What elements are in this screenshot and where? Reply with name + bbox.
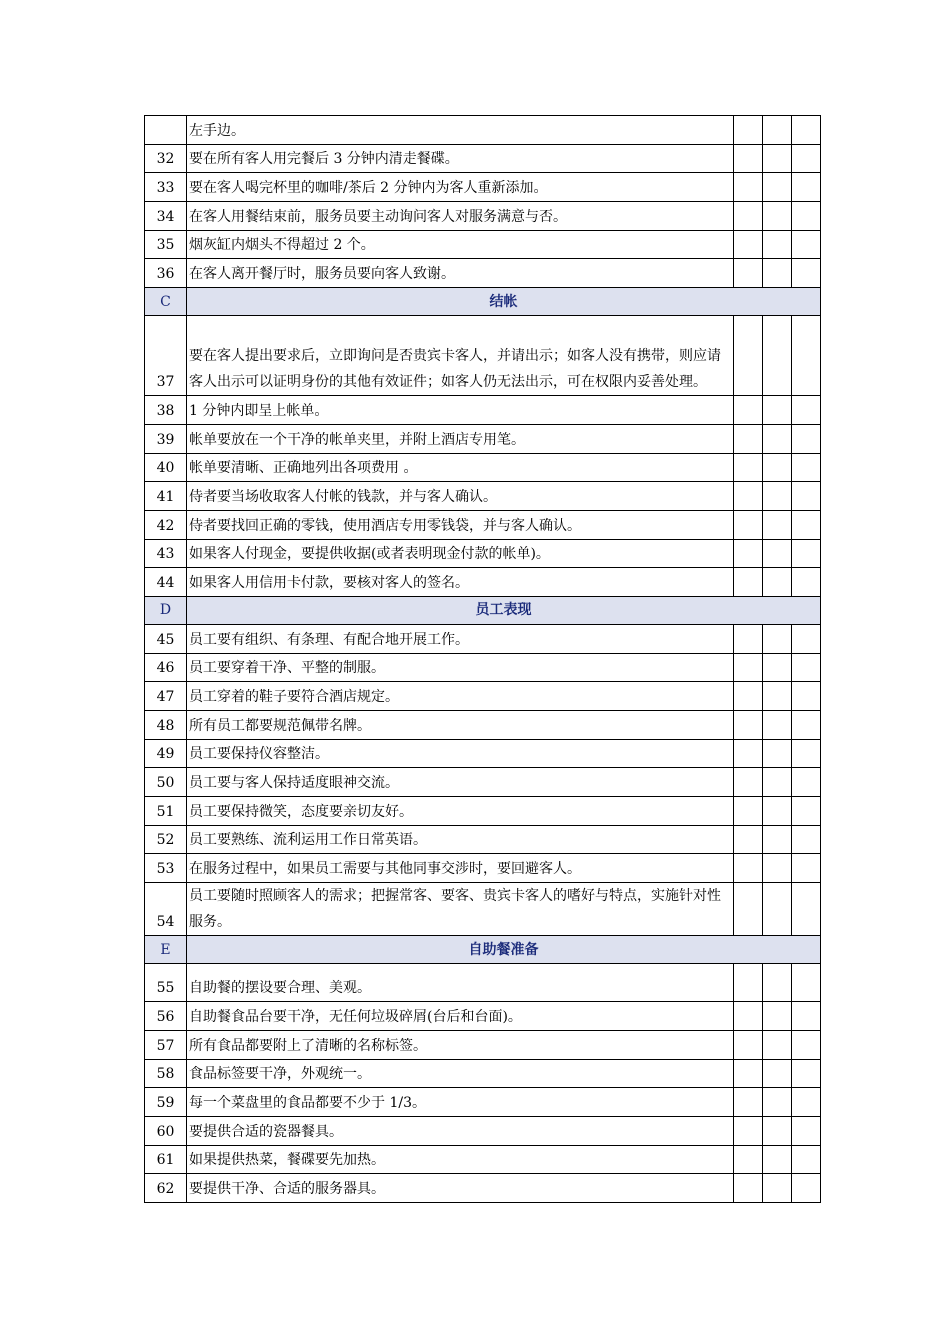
check-cell[interactable] (734, 624, 763, 653)
item-description: 所有员工都要规范佩带名牌。 (187, 711, 734, 740)
check-cell[interactable] (792, 883, 821, 936)
check-cell[interactable] (763, 1145, 792, 1174)
checklist-row (145, 1002, 821, 1031)
check-cell[interactable] (763, 1116, 792, 1145)
item-description: 帐单要放在一个干净的帐单夹里，并附上酒店专用笔。 (187, 424, 734, 453)
check-cell[interactable] (734, 825, 763, 854)
item-number: 51 (145, 797, 187, 826)
item-number: 55 (145, 964, 187, 1002)
check-cell[interactable] (734, 1002, 763, 1031)
checklist-row (145, 230, 821, 259)
check-cell[interactable] (792, 1002, 821, 1031)
check-cell[interactable] (792, 739, 821, 768)
check-cell[interactable] (763, 964, 792, 1002)
checklist-row (145, 259, 821, 288)
check-cell[interactable] (763, 1030, 792, 1059)
check-cell[interactable] (763, 1059, 792, 1088)
item-number: 32 (145, 144, 187, 173)
section-title: 结帐 (187, 288, 821, 316)
check-cell[interactable] (734, 539, 763, 568)
check-cell[interactable] (763, 797, 792, 826)
item-description: 要在所有客人用完餐后 3 分钟内清走餐碟。 (187, 144, 734, 173)
check-cell[interactable] (792, 854, 821, 883)
check-cell[interactable] (763, 230, 792, 259)
item-description: 食品标签要干净，外观统一。 (187, 1059, 734, 1088)
checklist-row (145, 624, 821, 653)
section-letter: E (145, 936, 187, 964)
item-number: 33 (145, 173, 187, 202)
check-cell[interactable] (734, 1174, 763, 1203)
check-cell[interactable] (734, 482, 763, 511)
check-cell[interactable] (792, 144, 821, 173)
item-number: 48 (145, 711, 187, 740)
service-checklist-table (144, 115, 821, 1203)
check-cell[interactable] (763, 482, 792, 511)
item-number (145, 116, 187, 145)
section-header (145, 936, 821, 964)
item-number: 43 (145, 539, 187, 568)
item-number: 49 (145, 739, 187, 768)
item-description: 如果客人用信用卡付款，要核对客人的签名。 (187, 568, 734, 597)
item-description: 如果客人付现金，要提供收据(或者表明现金付款的帐单)。 (187, 539, 734, 568)
check-cell[interactable] (792, 768, 821, 797)
item-description: 左手边。 (187, 116, 734, 145)
checklist-row (145, 316, 821, 396)
item-description: 员工要熟练、流利运用工作日常英语。 (187, 825, 734, 854)
checklist-row (145, 739, 821, 768)
check-cell[interactable] (763, 453, 792, 482)
check-cell[interactable] (763, 854, 792, 883)
item-description: 在客人离开餐厅时，服务员要向客人致谢。 (187, 259, 734, 288)
item-number: 53 (145, 854, 187, 883)
checklist-row (145, 396, 821, 425)
check-cell[interactable] (792, 116, 821, 145)
check-cell[interactable] (763, 202, 792, 231)
item-number: 50 (145, 768, 187, 797)
check-cell[interactable] (734, 768, 763, 797)
check-cell[interactable] (763, 1088, 792, 1117)
item-number: 46 (145, 653, 187, 682)
check-cell[interactable] (792, 568, 821, 597)
checklist-row (145, 825, 821, 854)
check-cell[interactable] (792, 1145, 821, 1174)
item-description: 要提供干净、合适的服务器具。 (187, 1174, 734, 1203)
check-cell[interactable] (792, 1059, 821, 1088)
check-cell[interactable] (734, 396, 763, 425)
section-header (145, 288, 821, 316)
check-cell[interactable] (734, 568, 763, 597)
check-cell[interactable] (763, 116, 792, 145)
item-description: 在服务过程中，如果员工需要与其他同事交涉时，要回避客人。 (187, 854, 734, 883)
check-cell[interactable] (734, 453, 763, 482)
checklist-row (145, 797, 821, 826)
item-number: 62 (145, 1174, 187, 1203)
check-cell[interactable] (763, 624, 792, 653)
checklist-row (145, 711, 821, 740)
check-cell[interactable] (763, 539, 792, 568)
item-number: 38 (145, 396, 187, 425)
item-description: 侍者要找回正确的零钱，使用酒店专用零钱袋，并与客人确认。 (187, 510, 734, 539)
item-description: 员工要保持仪容整洁。 (187, 739, 734, 768)
check-cell[interactable] (763, 711, 792, 740)
check-cell[interactable] (792, 1174, 821, 1203)
checklist-row (145, 424, 821, 453)
check-cell[interactable] (792, 797, 821, 826)
check-cell[interactable] (734, 739, 763, 768)
checklist-row (145, 964, 821, 1002)
item-description: 员工要与客人保持适度眼神交流。 (187, 768, 734, 797)
checklist-row (145, 1174, 821, 1203)
checklist-row (145, 1030, 821, 1059)
item-description: 侍者要当场收取客人付帐的钱款，并与客人确认。 (187, 482, 734, 511)
check-cell[interactable] (763, 1174, 792, 1203)
check-cell[interactable] (792, 396, 821, 425)
checklist-row (145, 883, 821, 936)
item-number: 34 (145, 202, 187, 231)
item-description: 要在客人提出要求后，立即询问是否贵宾卡客人，并请出示；如客人没有携带，则应请客人出示可以证明身份的其他有效证件；如客人仍无法出示，可在权限内妥善处理。 (187, 316, 734, 396)
check-cell[interactable] (734, 173, 763, 202)
checklist-row (145, 173, 821, 202)
check-cell[interactable] (763, 1002, 792, 1031)
checklist-row (145, 116, 821, 145)
item-description: 员工穿着的鞋子要符合酒店规定。 (187, 682, 734, 711)
checklist-row (145, 144, 821, 173)
check-cell[interactable] (734, 1030, 763, 1059)
check-cell[interactable] (792, 259, 821, 288)
item-description: 在客人用餐结束前，服务员要主动询问客人对服务满意与否。 (187, 202, 734, 231)
check-cell[interactable] (792, 1116, 821, 1145)
item-number: 47 (145, 682, 187, 711)
item-number: 57 (145, 1030, 187, 1059)
check-cell[interactable] (734, 1145, 763, 1174)
checklist-row (145, 854, 821, 883)
check-cell[interactable] (763, 682, 792, 711)
section-title: 员工表现 (187, 596, 821, 624)
item-number: 36 (145, 259, 187, 288)
check-cell[interactable] (763, 396, 792, 425)
item-description: 要在客人喝完杯里的咖啡/茶后 2 分钟内为客人重新添加。 (187, 173, 734, 202)
check-cell[interactable] (763, 424, 792, 453)
check-cell[interactable] (792, 653, 821, 682)
check-cell[interactable] (763, 653, 792, 682)
item-description: 烟灰缸内烟头不得超过 2 个。 (187, 230, 734, 259)
check-cell[interactable] (763, 739, 792, 768)
check-cell[interactable] (792, 624, 821, 653)
check-cell[interactable] (734, 144, 763, 173)
check-cell[interactable] (763, 316, 792, 396)
check-cell[interactable] (792, 1030, 821, 1059)
check-cell[interactable] (734, 682, 763, 711)
check-cell[interactable] (763, 144, 792, 173)
checklist-row (145, 1145, 821, 1174)
item-number: 58 (145, 1059, 187, 1088)
item-number: 61 (145, 1145, 187, 1174)
check-cell[interactable] (792, 711, 821, 740)
section-letter: D (145, 596, 187, 624)
checklist-row (145, 1059, 821, 1088)
check-cell[interactable] (763, 259, 792, 288)
item-description: 自助餐的摆设要合理、美观。 (187, 964, 734, 1002)
checklist-row (145, 453, 821, 482)
check-cell[interactable] (763, 173, 792, 202)
item-number: 60 (145, 1116, 187, 1145)
check-cell[interactable] (734, 202, 763, 231)
check-cell[interactable] (734, 653, 763, 682)
check-cell[interactable] (792, 539, 821, 568)
item-number: 52 (145, 825, 187, 854)
item-number: 40 (145, 453, 187, 482)
item-description: 自助餐食品台要干净，无任何垃圾碎屑(台后和台面)。 (187, 1002, 734, 1031)
check-cell[interactable] (763, 883, 792, 936)
item-description: 每一个菜盘里的食品都要不少于 1/3。 (187, 1088, 734, 1117)
checklist-row (145, 510, 821, 539)
check-cell[interactable] (734, 883, 763, 936)
item-number: 45 (145, 624, 187, 653)
item-description: 员工要穿着干净、平整的制服。 (187, 653, 734, 682)
checklist-row (145, 568, 821, 597)
checklist-row (145, 1088, 821, 1117)
checklist-row (145, 768, 821, 797)
item-description: 员工要随时照顾客人的需求；把握常客、要客、贵宾卡客人的嗜好与特点，实施针对性服务。 (187, 883, 734, 936)
section-title: 自助餐准备 (187, 936, 821, 964)
check-cell[interactable] (763, 568, 792, 597)
check-cell[interactable] (734, 259, 763, 288)
checklist-row (145, 653, 821, 682)
item-number: 54 (145, 883, 187, 936)
check-cell[interactable] (734, 424, 763, 453)
item-description: 员工要保持微笑，态度要亲切友好。 (187, 797, 734, 826)
check-cell[interactable] (792, 510, 821, 539)
item-description: 所有食品都要附上了清晰的名称标签。 (187, 1030, 734, 1059)
check-cell[interactable] (734, 1116, 763, 1145)
item-description: 如果提供热菜，餐碟要先加热。 (187, 1145, 734, 1174)
checklist-row (145, 482, 821, 511)
section-letter: C (145, 288, 187, 316)
check-cell[interactable] (734, 1088, 763, 1117)
check-cell[interactable] (792, 482, 821, 511)
check-cell[interactable] (792, 202, 821, 231)
check-cell[interactable] (792, 316, 821, 396)
checklist-row (145, 1116, 821, 1145)
item-description: 1 分钟内即呈上帐单。 (187, 396, 734, 425)
item-description: 要提供合适的瓷器餐具。 (187, 1116, 734, 1145)
check-cell[interactable] (763, 768, 792, 797)
item-number: 39 (145, 424, 187, 453)
item-number: 42 (145, 510, 187, 539)
check-cell[interactable] (734, 230, 763, 259)
item-number: 44 (145, 568, 187, 597)
check-cell[interactable] (792, 453, 821, 482)
check-cell[interactable] (734, 854, 763, 883)
check-cell[interactable] (792, 424, 821, 453)
check-cell[interactable] (763, 825, 792, 854)
check-cell[interactable] (734, 797, 763, 826)
check-cell[interactable] (763, 510, 792, 539)
item-number: 35 (145, 230, 187, 259)
item-number: 59 (145, 1088, 187, 1117)
check-cell[interactable] (792, 173, 821, 202)
check-cell[interactable] (792, 964, 821, 1002)
section-header (145, 596, 821, 624)
checklist-row (145, 539, 821, 568)
item-description: 员工要有组织、有条理、有配合地开展工作。 (187, 624, 734, 653)
check-cell[interactable] (792, 682, 821, 711)
item-description: 帐单要清晰、正确地列出各项费用 。 (187, 453, 734, 482)
check-cell[interactable] (734, 510, 763, 539)
check-cell[interactable] (734, 964, 763, 1002)
checklist-body (145, 116, 821, 1203)
checklist-row (145, 682, 821, 711)
checklist-row (145, 202, 821, 231)
check-cell[interactable] (734, 711, 763, 740)
check-cell[interactable] (792, 825, 821, 854)
item-number: 56 (145, 1002, 187, 1031)
item-number: 37 (145, 316, 187, 396)
check-cell[interactable] (734, 116, 763, 145)
check-cell[interactable] (792, 230, 821, 259)
item-number: 41 (145, 482, 187, 511)
check-cell[interactable] (734, 1059, 763, 1088)
check-cell[interactable] (792, 1088, 821, 1117)
check-cell[interactable] (734, 316, 763, 396)
